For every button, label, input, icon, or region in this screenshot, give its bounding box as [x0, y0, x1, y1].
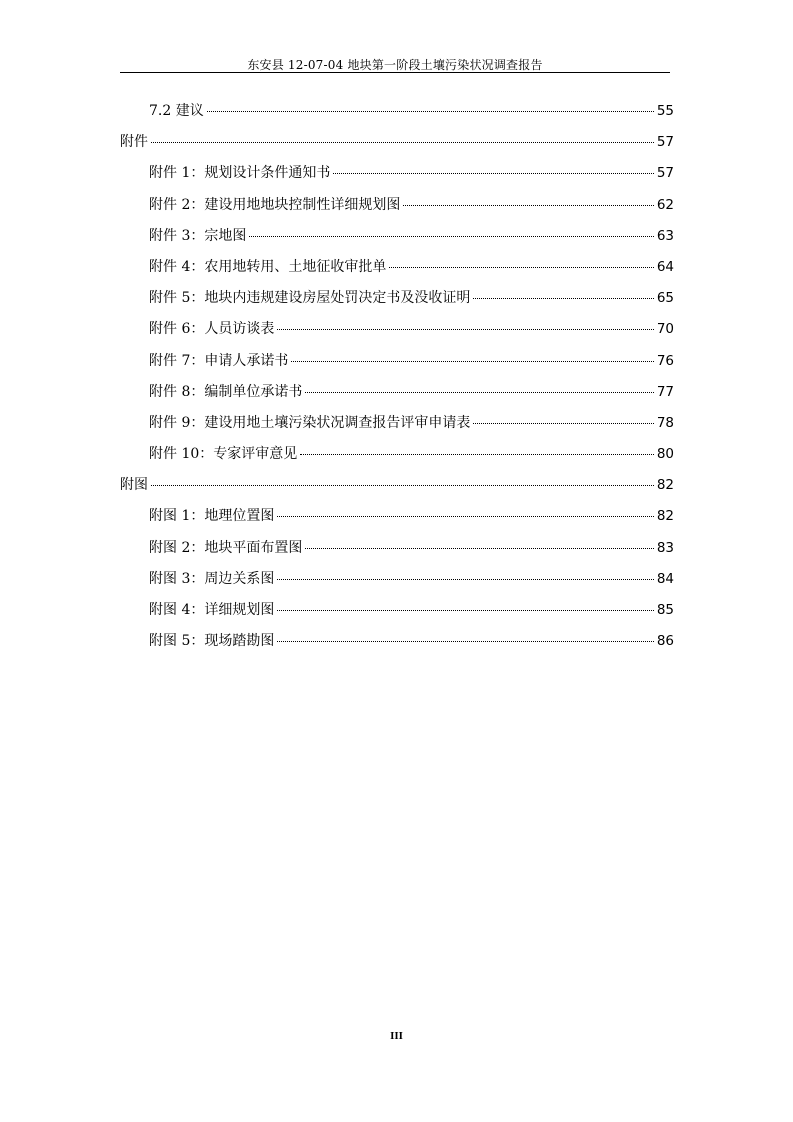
toc-dot-leader	[473, 298, 653, 299]
page-number: III	[390, 1030, 403, 1042]
toc-dot-leader	[300, 454, 654, 455]
toc-dot-leader	[207, 111, 654, 112]
toc-entry-page: 57	[656, 134, 674, 151]
toc-entry[interactable]	[120, 630, 674, 661]
toc-entry-page: 62	[656, 196, 674, 213]
toc-entry-page: 82	[656, 508, 674, 525]
toc-dot-leader	[277, 579, 653, 580]
toc-entry-label: 附件 4：农用地转用、土地征收审批单	[149, 258, 387, 275]
toc-dot-leader	[249, 236, 653, 237]
toc-entry[interactable]	[120, 256, 674, 287]
toc-entry-label: 附件 3：宗地图	[149, 227, 247, 244]
table-of-contents	[120, 100, 674, 661]
toc-dot-leader	[277, 329, 653, 330]
toc-entry-page: 64	[656, 258, 674, 275]
toc-dot-leader	[151, 142, 654, 143]
toc-entry[interactable]	[120, 568, 674, 599]
toc-entry[interactable]	[120, 537, 674, 568]
toc-entry[interactable]	[120, 194, 674, 225]
toc-entry-label: 7.2 建议	[149, 103, 204, 119]
toc-entry[interactable]	[120, 443, 674, 474]
toc-entry-page: 77	[656, 383, 674, 400]
toc-entry-page: 85	[656, 602, 674, 618]
toc-entry[interactable]	[120, 162, 674, 193]
toc-entry[interactable]	[120, 381, 674, 412]
toc-entry[interactable]	[120, 599, 674, 630]
toc-entry-label: 附图 1：地理位置图	[149, 508, 275, 525]
page-header-title: 东安县 12-07-04 地块第一阶段土壤污染状况调查报告	[247, 58, 543, 72]
toc-entry-page: 80	[656, 446, 674, 463]
toc-entry-label: 附件 10：专家评审意见	[149, 446, 298, 463]
toc-entry-page: 78	[656, 414, 674, 431]
toc-entry[interactable]	[120, 287, 674, 318]
toc-entry-label: 附件 2：建设用地地块控制性详细规划图	[149, 196, 401, 213]
toc-entry-label: 附图	[120, 477, 148, 494]
toc-dot-leader	[403, 205, 653, 206]
toc-entry[interactable]	[120, 412, 674, 443]
toc-entry[interactable]	[120, 131, 674, 162]
toc-entry-label: 附件	[120, 134, 148, 151]
toc-dot-leader	[291, 361, 653, 362]
toc-entry[interactable]	[120, 100, 674, 131]
toc-entry[interactable]	[120, 350, 674, 381]
toc-entry-page: 65	[656, 290, 674, 307]
toc-entry-label: 附件 5：地块内违规建设房屋处罚决定书及没收证明	[149, 290, 471, 307]
toc-dot-leader	[333, 173, 653, 174]
toc-entry-page: 82	[656, 477, 674, 494]
toc-entry-label: 附件 9：建设用地土壤污染状况调查报告评审申请表	[149, 414, 471, 431]
toc-entry[interactable]	[120, 474, 674, 505]
toc-dot-leader	[305, 548, 653, 549]
toc-entry-label: 附件 6：人员访谈表	[149, 321, 275, 338]
toc-entry-label: 附图 3：周边关系图	[149, 570, 275, 587]
toc-dot-leader	[277, 516, 653, 517]
toc-entry-label: 附图 2：地块平面布置图	[149, 539, 303, 556]
toc-entry-page: 83	[656, 539, 674, 556]
toc-dot-leader	[473, 423, 653, 424]
toc-entry-page: 63	[656, 227, 674, 244]
toc-entry[interactable]	[120, 505, 674, 536]
toc-entry-label: 附图 5：现场踏勘图	[149, 633, 275, 650]
toc-entry[interactable]	[120, 225, 674, 256]
toc-entry-page: 57	[656, 165, 674, 182]
toc-entry-page: 76	[656, 352, 674, 369]
toc-dot-leader	[277, 610, 653, 611]
toc-dot-leader	[305, 392, 653, 393]
toc-entry-page: 84	[656, 570, 674, 587]
toc-entry-page: 70	[656, 321, 674, 338]
toc-dot-leader	[389, 267, 653, 268]
toc-entry-page: 86	[656, 633, 674, 650]
toc-dot-leader	[277, 641, 653, 642]
toc-entry-label: 附件 8：编制单位承诺书	[149, 383, 303, 400]
toc-entry-label: 附件 7：申请人承诺书	[149, 352, 289, 369]
toc-entry-label: 附图 4：详细规划图	[149, 602, 275, 618]
toc-entry-label: 附件 1：规划设计条件通知书	[149, 165, 331, 182]
toc-entry-page: 55	[656, 103, 674, 119]
header-divider	[120, 72, 670, 73]
toc-entry[interactable]	[120, 318, 674, 349]
toc-dot-leader	[151, 485, 654, 486]
